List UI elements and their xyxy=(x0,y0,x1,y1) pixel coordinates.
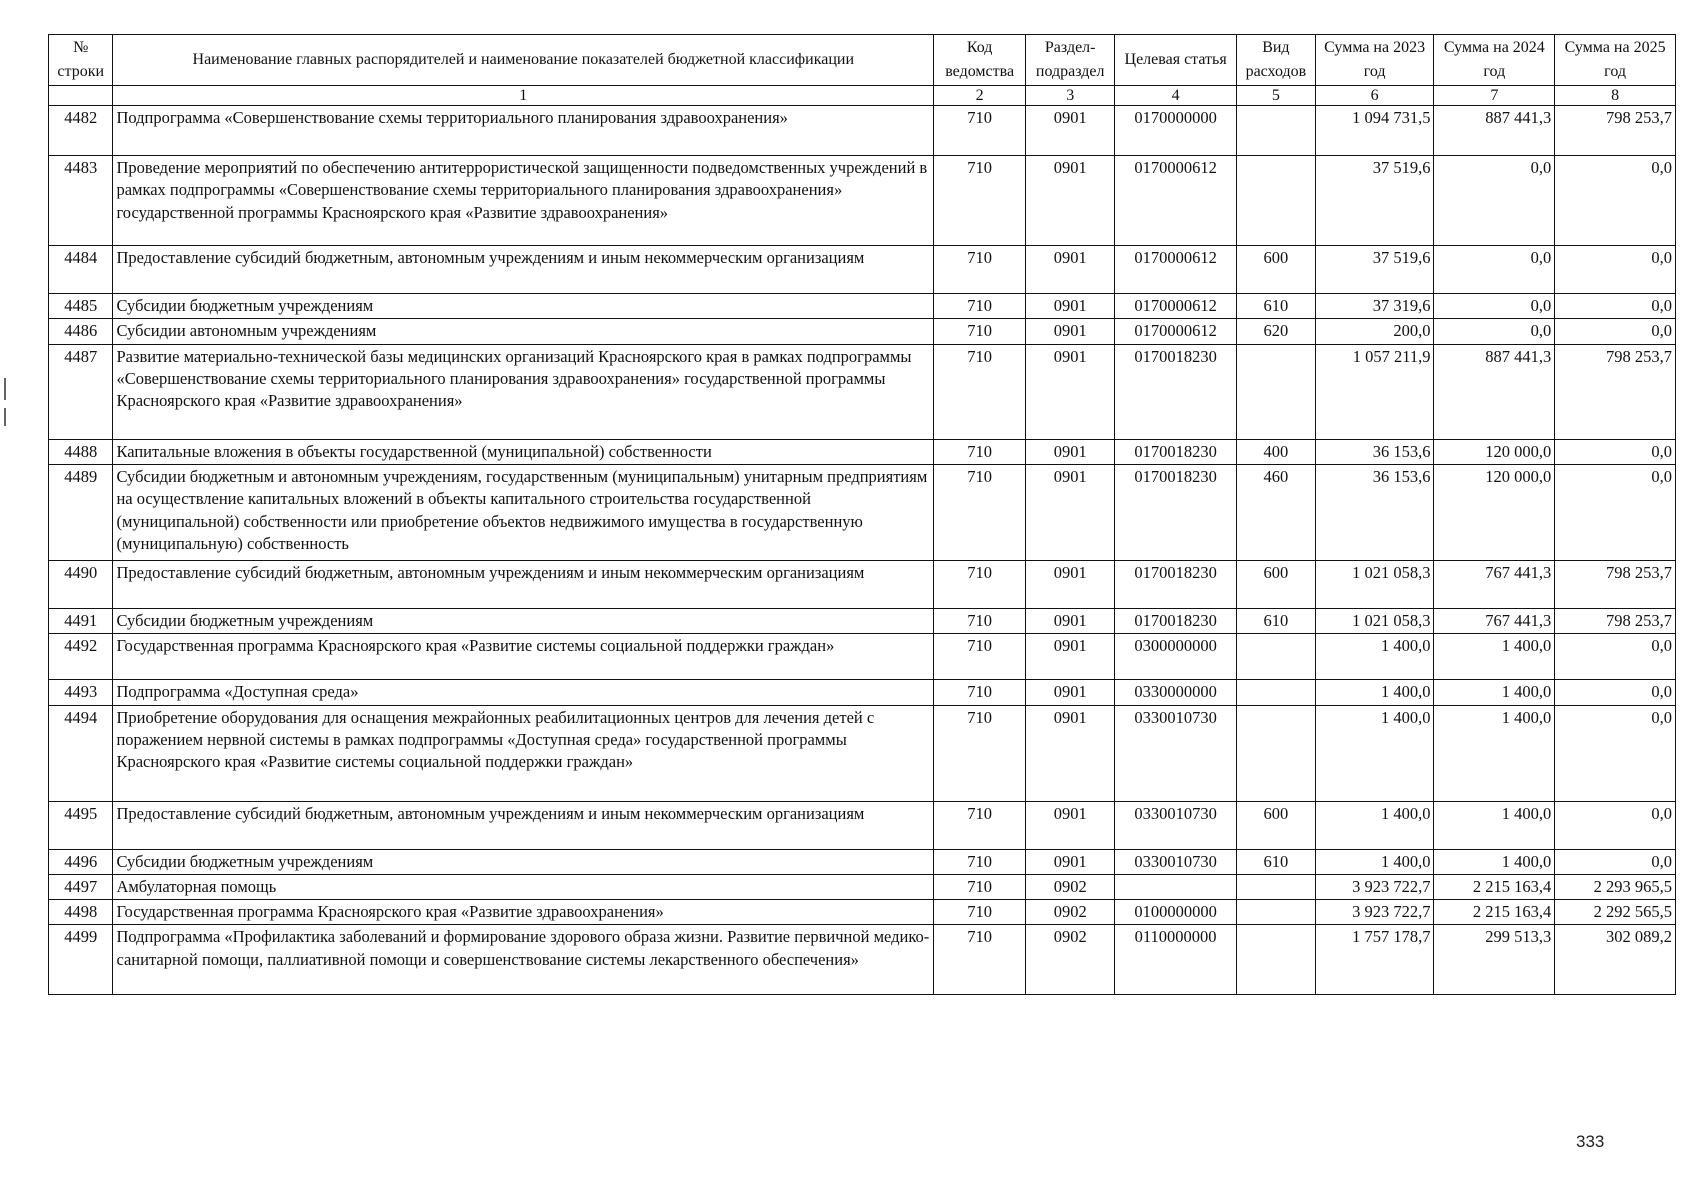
row-number: 4492 xyxy=(49,634,113,680)
sum-2024: 767 441,3 xyxy=(1434,608,1555,633)
sum-2025: 798 253,7 xyxy=(1555,560,1676,608)
row-number: 4494 xyxy=(49,705,113,801)
target-article: 0170018230 xyxy=(1115,608,1237,633)
expense-type: 610 xyxy=(1236,608,1315,633)
expense-type: 610 xyxy=(1236,294,1315,319)
table-row xyxy=(49,294,1676,319)
sum-2024: 0,0 xyxy=(1434,156,1555,246)
section-code: 0901 xyxy=(1026,294,1115,319)
section-code: 0902 xyxy=(1026,925,1115,995)
table-row xyxy=(49,634,1676,680)
column-number: 5 xyxy=(1236,86,1315,106)
table-row xyxy=(49,925,1676,995)
sum-2025: 798 253,7 xyxy=(1555,344,1676,439)
sum-2023: 36 153,6 xyxy=(1315,439,1434,464)
section-code: 0901 xyxy=(1026,680,1115,705)
row-number: 4484 xyxy=(49,246,113,294)
target-article: 0170000000 xyxy=(1115,106,1237,156)
target-article: 0330010730 xyxy=(1115,705,1237,801)
department-code: 710 xyxy=(934,560,1026,608)
sum-2023: 1 757 178,7 xyxy=(1315,925,1434,995)
scan-margin-mark xyxy=(4,408,6,426)
sum-2024: 1 400,0 xyxy=(1434,849,1555,874)
row-number: 4488 xyxy=(49,439,113,464)
section-code: 0901 xyxy=(1026,801,1115,849)
department-code: 710 xyxy=(934,344,1026,439)
row-name: Государственная программа Красноярского края «Развитие системы социальной поддержки граждан» xyxy=(113,634,934,680)
section-code: 0902 xyxy=(1026,874,1115,899)
department-code: 710 xyxy=(934,705,1026,801)
section-code: 0901 xyxy=(1026,156,1115,246)
table-row xyxy=(49,156,1676,246)
table-row xyxy=(49,705,1676,801)
section-code: 0901 xyxy=(1026,464,1115,560)
header-name: Наименование главных распорядителей и наименование показателей бюджетной классификации xyxy=(113,35,934,86)
expense-type: 620 xyxy=(1236,319,1315,344)
sum-2024: 887 441,3 xyxy=(1434,344,1555,439)
target-article: 0170018230 xyxy=(1115,464,1237,560)
sum-2023: 3 923 722,7 xyxy=(1315,900,1434,925)
sum-2024: 120 000,0 xyxy=(1434,464,1555,560)
row-number: 4487 xyxy=(49,344,113,439)
expense-type: 600 xyxy=(1236,560,1315,608)
sum-2023: 200,0 xyxy=(1315,319,1434,344)
sum-2023: 1 021 058,3 xyxy=(1315,608,1434,633)
section-code: 0901 xyxy=(1026,106,1115,156)
sum-2023: 3 923 722,7 xyxy=(1315,874,1434,899)
header-row-number: № строки xyxy=(49,35,113,86)
section-code: 0901 xyxy=(1026,560,1115,608)
table-row xyxy=(49,246,1676,294)
table-row xyxy=(49,849,1676,874)
sum-2025: 0,0 xyxy=(1555,801,1676,849)
sum-2023: 1 400,0 xyxy=(1315,680,1434,705)
sum-2023: 1 400,0 xyxy=(1315,801,1434,849)
column-number: 6 xyxy=(1315,86,1434,106)
sum-2024: 2 215 163,4 xyxy=(1434,874,1555,899)
table-row xyxy=(49,439,1676,464)
row-name: Амбулаторная помощь xyxy=(113,874,934,899)
scan-margin-mark xyxy=(4,378,6,400)
header-expense-type: Вид расходов xyxy=(1236,35,1315,86)
section-code: 0901 xyxy=(1026,319,1115,344)
column-number-row xyxy=(49,86,1676,106)
table-row xyxy=(49,608,1676,633)
sum-2025: 0,0 xyxy=(1555,634,1676,680)
sum-2024: 767 441,3 xyxy=(1434,560,1555,608)
target-article: 0170018230 xyxy=(1115,560,1237,608)
table-row xyxy=(49,344,1676,439)
row-name: Государственная программа Красноярского края «Развитие здравоохранения» xyxy=(113,900,934,925)
expense-type: 610 xyxy=(1236,849,1315,874)
header-row xyxy=(49,35,1676,86)
row-name: Подпрограмма «Совершенствование схемы территориального планирования здравоохранения» xyxy=(113,106,934,156)
sum-2024: 0,0 xyxy=(1434,319,1555,344)
section-code: 0901 xyxy=(1026,246,1115,294)
row-number: 4486 xyxy=(49,319,113,344)
section-code: 0901 xyxy=(1026,439,1115,464)
header-section: Раздел-подраздел xyxy=(1026,35,1115,86)
sum-2023: 1 400,0 xyxy=(1315,634,1434,680)
target-article: 0170018230 xyxy=(1115,439,1237,464)
target-article: 0300000000 xyxy=(1115,634,1237,680)
section-code: 0901 xyxy=(1026,344,1115,439)
table-row xyxy=(49,900,1676,925)
header-sum-2025: Сумма на 2025 год xyxy=(1555,35,1676,86)
sum-2023: 1 021 058,3 xyxy=(1315,560,1434,608)
page-number: 333 xyxy=(1576,1132,1605,1151)
expense-type: 460 xyxy=(1236,464,1315,560)
column-number: 2 xyxy=(934,86,1026,106)
sum-2025: 2 292 565,5 xyxy=(1555,900,1676,925)
department-code: 710 xyxy=(934,801,1026,849)
sum-2024: 1 400,0 xyxy=(1434,680,1555,705)
row-name: Предоставление субсидий бюджетным, автономным учреждениям и иным некоммерческим организациям xyxy=(113,801,934,849)
header-sum-2023: Сумма на 2023 год xyxy=(1315,35,1434,86)
column-number: 4 xyxy=(1115,86,1237,106)
sum-2025: 0,0 xyxy=(1555,439,1676,464)
target-article: 0170000612 xyxy=(1115,156,1237,246)
department-code: 710 xyxy=(934,680,1026,705)
row-name: Субсидии бюджетным учреждениям xyxy=(113,294,934,319)
row-number: 4495 xyxy=(49,801,113,849)
department-code: 710 xyxy=(934,634,1026,680)
sum-2025: 798 253,7 xyxy=(1555,106,1676,156)
expense-type: 600 xyxy=(1236,801,1315,849)
sum-2025: 0,0 xyxy=(1555,294,1676,319)
row-name: Субсидии бюджетным учреждениям xyxy=(113,849,934,874)
column-number: 3 xyxy=(1026,86,1115,106)
target-article: 0330010730 xyxy=(1115,849,1237,874)
department-code: 710 xyxy=(934,294,1026,319)
row-number: 4493 xyxy=(49,680,113,705)
row-name: Приобретение оборудования для оснащения межрайонных реабилитационных центров для лечения детей с поражением нервной системы в рамках подпрограммы «Доступная среда» государственной программы Красноярского края «Развитие системы социальной поддержки граждан» xyxy=(113,705,934,801)
target-article: 0330010730 xyxy=(1115,801,1237,849)
sum-2024: 887 441,3 xyxy=(1434,106,1555,156)
target-article: 0170000612 xyxy=(1115,319,1237,344)
table-row xyxy=(49,106,1676,156)
department-code: 710 xyxy=(934,106,1026,156)
sum-2024: 0,0 xyxy=(1434,246,1555,294)
row-name: Субсидии бюджетным учреждениям xyxy=(113,608,934,633)
row-number: 4490 xyxy=(49,560,113,608)
sum-2024: 1 400,0 xyxy=(1434,705,1555,801)
sum-2023: 36 153,6 xyxy=(1315,464,1434,560)
row-name: Проведение мероприятий по обеспечению антитеррористической защищенности подведомственных учреждений в рамках подпрограммы «Совершенствование схемы территориального планирования здравоохранения» государственной программы Красноярского края «Развитие здравоохранения» xyxy=(113,156,934,246)
section-code: 0901 xyxy=(1026,705,1115,801)
expense-type xyxy=(1236,680,1315,705)
table-row xyxy=(49,801,1676,849)
column-number: 7 xyxy=(1434,86,1555,106)
table-row xyxy=(49,680,1676,705)
row-name: Предоставление субсидий бюджетным, автономным учреждениям и иным некоммерческим организациям xyxy=(113,246,934,294)
row-number: 4482 xyxy=(49,106,113,156)
header-target-article: Целевая статья xyxy=(1115,35,1237,86)
department-code: 710 xyxy=(934,925,1026,995)
section-code: 0901 xyxy=(1026,849,1115,874)
section-code: 0901 xyxy=(1026,634,1115,680)
sum-2023: 1 400,0 xyxy=(1315,705,1434,801)
expense-type: 400 xyxy=(1236,439,1315,464)
column-number: 8 xyxy=(1555,86,1676,106)
sum-2024: 120 000,0 xyxy=(1434,439,1555,464)
sum-2023: 1 094 731,5 xyxy=(1315,106,1434,156)
sum-2025: 0,0 xyxy=(1555,319,1676,344)
table-row xyxy=(49,874,1676,899)
department-code: 710 xyxy=(934,246,1026,294)
row-number: 4499 xyxy=(49,925,113,995)
department-code: 710 xyxy=(934,319,1026,344)
row-number: 4496 xyxy=(49,849,113,874)
budget-table xyxy=(48,34,1676,995)
expense-type: 600 xyxy=(1236,246,1315,294)
target-article: 0110000000 xyxy=(1115,925,1237,995)
sum-2025: 2 293 965,5 xyxy=(1555,874,1676,899)
row-name: Подпрограмма «Доступная среда» xyxy=(113,680,934,705)
expense-type xyxy=(1236,705,1315,801)
sum-2025: 0,0 xyxy=(1555,849,1676,874)
expense-type xyxy=(1236,106,1315,156)
row-number: 4491 xyxy=(49,608,113,633)
sum-2025: 0,0 xyxy=(1555,705,1676,801)
sum-2025: 0,0 xyxy=(1555,464,1676,560)
sum-2025: 0,0 xyxy=(1555,246,1676,294)
sum-2025: 302 089,2 xyxy=(1555,925,1676,995)
sum-2024: 2 215 163,4 xyxy=(1434,900,1555,925)
target-article: 0100000000 xyxy=(1115,900,1237,925)
table-row xyxy=(49,464,1676,560)
target-article: 0330000000 xyxy=(1115,680,1237,705)
expense-type xyxy=(1236,874,1315,899)
department-code: 710 xyxy=(934,464,1026,560)
department-code: 710 xyxy=(934,874,1026,899)
sum-2025: 0,0 xyxy=(1555,680,1676,705)
department-code: 710 xyxy=(934,156,1026,246)
row-number: 4498 xyxy=(49,900,113,925)
section-code: 0902 xyxy=(1026,900,1115,925)
column-number: 1 xyxy=(113,86,934,106)
expense-type xyxy=(1236,344,1315,439)
section-code: 0901 xyxy=(1026,608,1115,633)
target-article xyxy=(1115,874,1237,899)
row-number: 4489 xyxy=(49,464,113,560)
department-code: 710 xyxy=(934,439,1026,464)
row-name: Субсидии бюджетным и автономным учреждениям, государственным (муниципальным) унитарным предприятиям на осуществление капитальных вложений в объекты капитального строительства государственной (муниципальной) собственности или приобретение объектов недвижимого имущества в государственную (муниципальную) собственность xyxy=(113,464,934,560)
expense-type xyxy=(1236,900,1315,925)
sum-2025: 0,0 xyxy=(1555,156,1676,246)
row-number: 4483 xyxy=(49,156,113,246)
target-article: 0170000612 xyxy=(1115,246,1237,294)
target-article: 0170018230 xyxy=(1115,344,1237,439)
sum-2024: 1 400,0 xyxy=(1434,801,1555,849)
sum-2023: 37 519,6 xyxy=(1315,246,1434,294)
table-row xyxy=(49,560,1676,608)
sum-2023: 37 319,6 xyxy=(1315,294,1434,319)
sum-2023: 37 519,6 xyxy=(1315,156,1434,246)
header-sum-2024: Сумма на 2024 год xyxy=(1434,35,1555,86)
sum-2023: 1 400,0 xyxy=(1315,849,1434,874)
expense-type xyxy=(1236,634,1315,680)
sum-2024: 299 513,3 xyxy=(1434,925,1555,995)
department-code: 710 xyxy=(934,849,1026,874)
sum-2024: 0,0 xyxy=(1434,294,1555,319)
table-row xyxy=(49,319,1676,344)
row-name: Развитие материально-технической базы медицинских организаций Красноярского края в рамках подпрограммы «Совершенствование схемы территориального планирования здравоохранения» государственной программы Красноярского края «Развитие здравоохранения» xyxy=(113,344,934,439)
department-code: 710 xyxy=(934,900,1026,925)
row-number: 4497 xyxy=(49,874,113,899)
sum-2025: 798 253,7 xyxy=(1555,608,1676,633)
column-number-blank xyxy=(49,86,113,106)
row-name: Предоставление субсидий бюджетным, автономным учреждениям и иным некоммерческим организациям xyxy=(113,560,934,608)
row-name: Субсидии автономным учреждениям xyxy=(113,319,934,344)
target-article: 0170000612 xyxy=(1115,294,1237,319)
row-name: Капитальные вложения в объекты государственной (муниципальной) собственности xyxy=(113,439,934,464)
row-name: Подпрограмма «Профилактика заболеваний и формирование здорового образа жизни. Развитие первичной медико-санитарной помощи, паллиативной помощи и совершенствование системы лекарственного обеспечения» xyxy=(113,925,934,995)
expense-type xyxy=(1236,156,1315,246)
row-number: 4485 xyxy=(49,294,113,319)
sum-2023: 1 057 211,9 xyxy=(1315,344,1434,439)
department-code: 710 xyxy=(934,608,1026,633)
header-department-code: Код ведомства xyxy=(934,35,1026,86)
expense-type xyxy=(1236,925,1315,995)
sum-2024: 1 400,0 xyxy=(1434,634,1555,680)
